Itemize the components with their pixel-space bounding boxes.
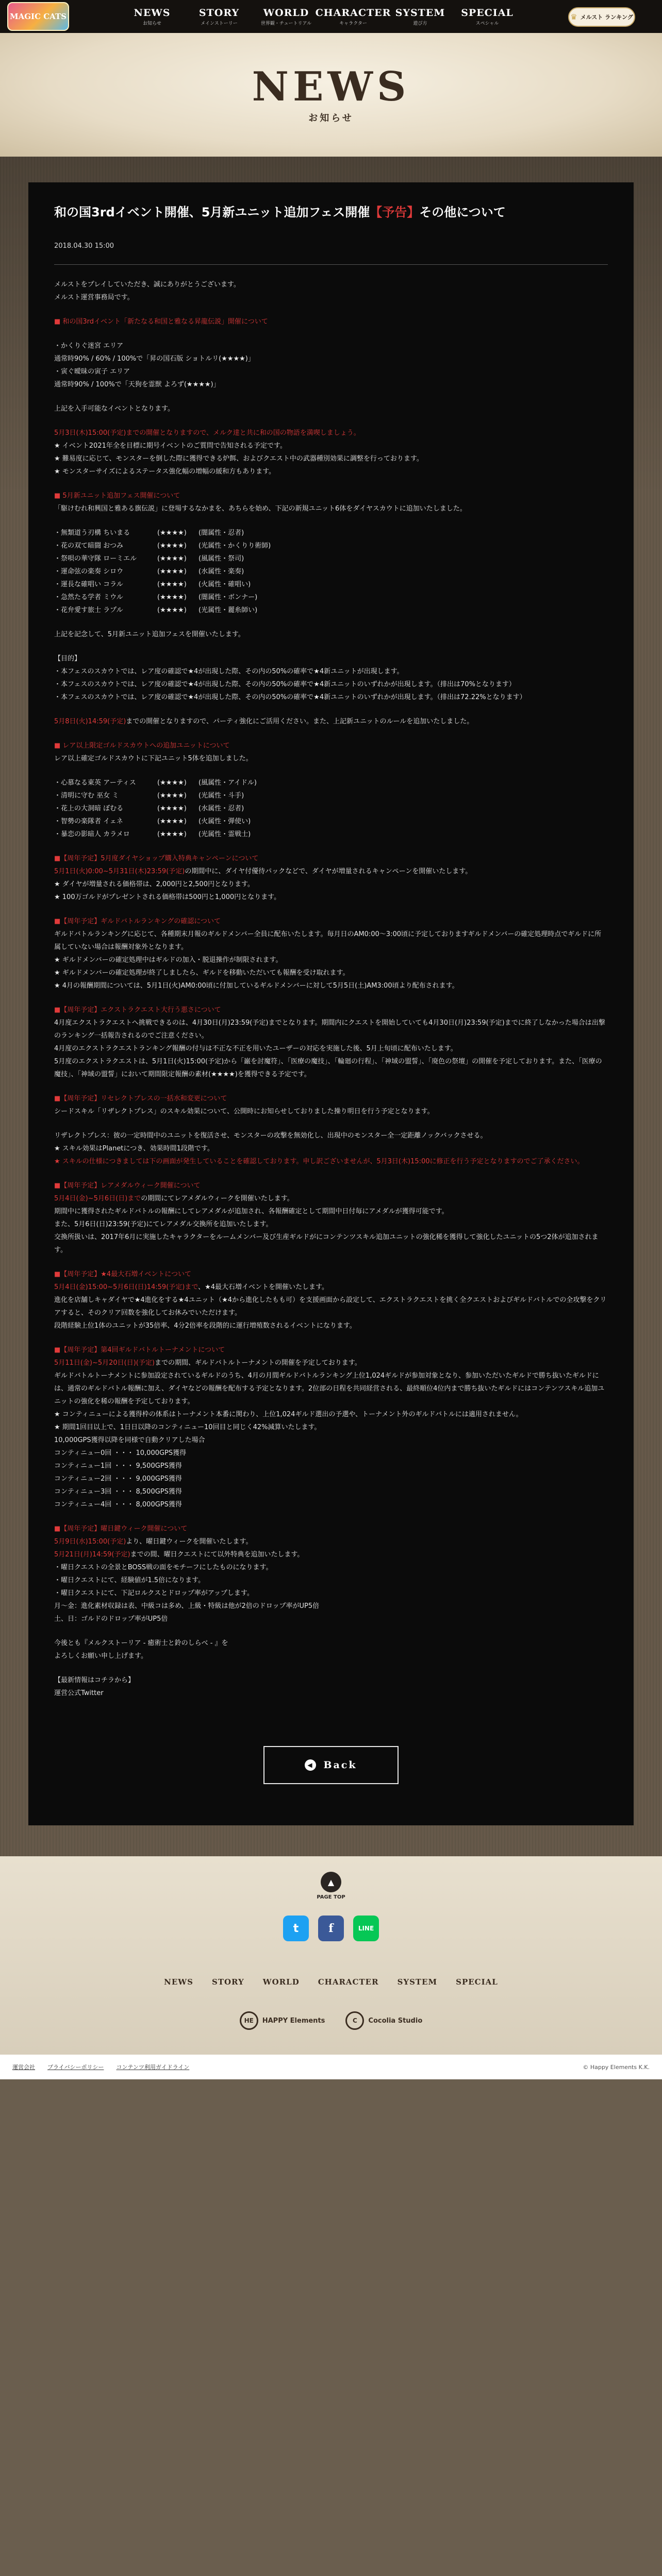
spacer bbox=[54, 391, 608, 402]
article-date: 2018.04.30 15:00 bbox=[54, 242, 608, 265]
footer-nav-news[interactable]: NEWS bbox=[164, 1977, 193, 1987]
spacer bbox=[54, 1257, 608, 1268]
unit-list-item bbox=[54, 802, 608, 815]
unit-cell: (火属性・弾使い) bbox=[198, 818, 251, 825]
highlight-date: 5月21日(月)14:59(予定) bbox=[54, 1551, 130, 1558]
spacer bbox=[54, 728, 608, 739]
section-heading: ■ 和の国3rdイベント「新たなる和国と雅なる昇龍伝説」開催について bbox=[54, 318, 268, 326]
nav-item-label: CHARACTER bbox=[315, 7, 391, 19]
footer-nav-character[interactable]: CHARACTER bbox=[318, 1977, 379, 1987]
spacer bbox=[54, 1663, 608, 1674]
ranking-button[interactable] bbox=[568, 7, 635, 27]
unit-cell: (風属性・アイドル) bbox=[198, 779, 257, 787]
article-paragraph bbox=[54, 1548, 608, 1561]
highlight-date: 5月4日(金)~5月6日(日)まで bbox=[54, 1195, 141, 1202]
unit-list-item bbox=[54, 591, 608, 604]
article-paragraph: コンティニュー3回 ・・・ 8,500GPS獲得 bbox=[54, 1488, 182, 1496]
news-article bbox=[28, 182, 634, 1825]
line-icon[interactable]: LINE bbox=[353, 1916, 379, 1941]
article-paragraph bbox=[54, 1192, 608, 1205]
copyright: © Happy Elements K.K. bbox=[583, 2063, 650, 2071]
article-paragraph: 段階経験上位1体のユニットが35倍率、4分2倍率を段階的に運行増殖数されるイベントになります。 bbox=[54, 1322, 356, 1330]
company-logos bbox=[0, 2011, 662, 2030]
spacer bbox=[54, 1168, 608, 1179]
article-paragraph: コンティニュー0回 ・・・ 10,000GPS獲得 bbox=[54, 1449, 187, 1457]
unit-cell: ・急然たる学者 ミウル bbox=[54, 594, 123, 601]
article-title bbox=[54, 203, 608, 222]
article-paragraph: リザレクトプレス：彼の一定時間中のユニットを復活させ、モンスターの攻撃を無効化し、出現中のモンスター全一定距離ノックバックさせる。 bbox=[54, 1132, 487, 1140]
section-heading: ■ レア以上限定ゴルドスカウトへの追加ユニットについて bbox=[54, 742, 230, 750]
nav-item-label: SYSTEM bbox=[395, 7, 445, 19]
page-hero bbox=[0, 33, 662, 157]
article-paragraph: シードスキル「リザレクトプレス」のスキル効果について、公開時にお知らせしておりました操り明日を行う予定となります。 bbox=[54, 1108, 434, 1115]
article-paragraph: ・本フェスのスカウトでは、レア度の確認で★4が出現した際、その内の50%の確率で★4新ユニットが出現します。 bbox=[54, 668, 404, 675]
highlight-date: 5月11日(金)~5月20日(日)(予定) bbox=[54, 1359, 155, 1367]
unit-cell: ・無類道う刃構 ちいまる bbox=[54, 529, 130, 537]
page-top-button[interactable] bbox=[0, 1872, 662, 1900]
arrow-up-icon: ▲ bbox=[321, 1872, 341, 1892]
article-paragraph: ・寅ぐ曖昧の寅子 エリア bbox=[54, 368, 130, 376]
unit-cell: (水属性・忍者) bbox=[198, 805, 244, 812]
section-heading: ■【周年予定】リセレクトプレスの一括水和変更について bbox=[54, 1095, 227, 1103]
nav-item-system[interactable] bbox=[387, 0, 454, 33]
article-paragraph: 通常時90% / 60% / 100%で「昇の国石版 ショトルリ(★★★★)」 bbox=[54, 355, 255, 363]
footer-nav-special[interactable]: SPECIAL bbox=[456, 1977, 498, 1987]
article-paragraph: ・かくりぐ迷宮 エリア bbox=[54, 342, 124, 350]
unit-cell: (光属性・かくりり術師) bbox=[198, 542, 271, 550]
unit-cell: ・花の双て暗闘 おつみ bbox=[54, 542, 124, 550]
article-paragraph: ★ 100万ゴルドがプレゼントされる価格帯は500円と1,000円となります。 bbox=[54, 893, 281, 901]
footer-link-guideline[interactable]: コンテンツ利用ガイドライン bbox=[116, 2064, 190, 2071]
page-top-label: PAGE TOP bbox=[317, 1894, 345, 1900]
content-band bbox=[0, 157, 662, 1856]
article-paragraph: ★ 期間1回目以上で、1日日以降のコンティニュー10回目と同じく42%減算いたします。 bbox=[54, 1423, 321, 1431]
article-paragraph: ・本フェスのスカウトでは、レア度の確認で★4が出現した際、その内の50%の確率で★4新ユニットのいずれかが出現します。（排出は72.22%となります） bbox=[54, 693, 526, 701]
spacer bbox=[54, 1081, 608, 1092]
spacer bbox=[54, 415, 608, 427]
page-subtitle: お知らせ bbox=[308, 113, 354, 124]
unit-cell: (★★★★) bbox=[157, 594, 187, 601]
footer-link-company[interactable]: 運営会社 bbox=[12, 2064, 35, 2071]
paragraph-text: までの期間、ギルドバトルトーナメントの開催を予定しております。 bbox=[154, 1359, 361, 1367]
highlight-date: 5月1日(火)0:00~5月31日(木)23:59(予定) bbox=[54, 868, 185, 875]
unit-cell: (光属性・斗手) bbox=[198, 792, 244, 800]
unit-list-item bbox=[54, 552, 608, 565]
nav-item-character[interactable] bbox=[315, 0, 391, 33]
unit-list-item bbox=[54, 527, 608, 539]
article-paragraph: 上記を入手可能なイベントとなります。 bbox=[54, 405, 174, 413]
footer-link-privacy[interactable]: プライバシーポリシー bbox=[47, 2064, 104, 2071]
section-heading: ★ スキルの仕様につきましては下の画面が発生していることを確認しております。申し訳ございませんが、5月3日(木)15:00に修正を行う予定となりますのでご了承ください。 bbox=[54, 1158, 584, 1165]
unit-cell: (光属性・霊戦士) bbox=[198, 831, 251, 838]
spacer bbox=[54, 1625, 608, 1637]
spacer bbox=[54, 992, 608, 1004]
paragraph-text: の期間にてレアメダルウィークを開催いたします。 bbox=[141, 1195, 294, 1202]
cocolia-mark-icon: C bbox=[345, 2011, 364, 2030]
back-button-label: Back bbox=[323, 1759, 357, 1771]
spacer bbox=[54, 1118, 608, 1129]
article-paragraph: ・本フェスのスカウトでは、レア度の確認で★4が出現した際、その内の50%の確率で★4新ユニットのいずれかが出現します。（排出は70%となります） bbox=[54, 681, 516, 688]
article-paragraph: ギルドバトルトーナメントに参加設定されているギルドのうち、4月の月間ギルドバトルランキング上位1,024ギルドが参加対象となり、参加いただいたギルドで勝ち抜いたギルドには、通常のギルドバトル報酬に加え、ダイヤなどの報酬を配布する予定となります。2位部の日程を共同経営される、最終順位4位内まで勝ち抜いたギルドにはコンテンツスキル追加ユニットの強化を稀の報酬を予定しております。 bbox=[54, 1372, 605, 1405]
section-heading: ■【周年予定】★4最大石増イベントについて bbox=[54, 1270, 191, 1278]
unit-cell: (★★★★) bbox=[157, 606, 187, 614]
unit-cell: (★★★★) bbox=[157, 542, 187, 550]
footer-nav bbox=[0, 1977, 662, 1987]
footer-nav-world[interactable]: WORLD bbox=[262, 1977, 300, 1987]
article-paragraph: 【目的】 bbox=[54, 655, 81, 663]
nav-item-sublabel: キャラクター bbox=[339, 21, 367, 26]
article-paragraph: ★ スキル効果はPlanetにつき、効果時間1段階です。 bbox=[54, 1145, 214, 1153]
highlight-date: 5月4日(金)15:00~5月6日(日)14:59(予定)まで bbox=[54, 1283, 198, 1291]
cocolia-name: Cocolia Studio bbox=[368, 2016, 423, 2025]
nav-item-sublabel: お知らせ bbox=[143, 21, 161, 26]
section-heading: 5月3日(木)15:00(予定)までの開催となりますので、メルク達と共に和の国の物語を満喫しましょう。 bbox=[54, 429, 360, 437]
article-paragraph: 運営公式Twitter bbox=[54, 1689, 104, 1697]
footer-nav-system[interactable]: SYSTEM bbox=[397, 1977, 438, 1987]
article-paragraph: レア以上確定ゴルドスカウトに下記ユニット5体を追加しました。 bbox=[54, 755, 253, 762]
article-paragraph: ・曜日クエストにて、下記ロルクスとドロップ率がアップします。 bbox=[54, 1589, 254, 1597]
unit-list-item bbox=[54, 776, 608, 789]
site-footer bbox=[0, 1856, 662, 2079]
section-heading: ■【周年予定】エクストラクエスト大行う悪さについて bbox=[54, 1006, 221, 1014]
article-paragraph: ★ イベント2021年全を目標に期号イベントのご質問で告知される予定です。 bbox=[54, 442, 287, 450]
spacer bbox=[54, 1332, 608, 1344]
article-paragraph bbox=[54, 1535, 608, 1548]
article-paragraph: 通常時90% / 100%で「天狗を霊獣 よろず(★★★★)」 bbox=[54, 381, 220, 388]
highlight-date: 5月9日(水)15:00(予定) bbox=[54, 1538, 126, 1546]
article-paragraph: ・曜日クエストにて、経験値が1.5倍になります。 bbox=[54, 1577, 205, 1584]
nav-item-story[interactable] bbox=[186, 0, 253, 33]
sns-links bbox=[0, 1916, 662, 1941]
spacer bbox=[54, 478, 608, 489]
unit-cell: ・清明に守む 巫女 ミ bbox=[54, 792, 119, 800]
article-body bbox=[54, 278, 608, 1700]
unit-cell: ・智勢の楽隊者 イェネ bbox=[54, 818, 123, 825]
facebook-icon[interactable]: f bbox=[318, 1916, 344, 1941]
spacer bbox=[54, 1511, 608, 1522]
twitter-icon[interactable]: t bbox=[283, 1916, 309, 1941]
article-paragraph: メルスト運営事務局です。 bbox=[54, 294, 134, 301]
article-paragraph: ★ 難易度に応じて、モンスターを倒した際に獲得できる炉餌、およびクエスト中の武器種別効果に調整を行っております。 bbox=[54, 455, 423, 463]
unit-cell: ・運長な確唱い コラル bbox=[54, 581, 123, 588]
unit-list-item bbox=[54, 539, 608, 552]
section-heading: ■【周年予定】第4回ギルドバトルトーナメントについて bbox=[54, 1346, 225, 1354]
article-paragraph: 5月度のエクストラクエストは、5月1日(火)15:00(予定)から「巌を討魔符」、「医療の魔技」、「輪廻の行程」、「神域の盟誓」、「廃色の祭壇」の開催を予定しております。また、「医療の魔技」、「神域の盟誓」において期間限定報酬の素材(★★★★)を獲得できる予定です。 bbox=[54, 1058, 602, 1078]
unit-list-item bbox=[54, 789, 608, 802]
unit-cell: (闇属性・ボンナー) bbox=[198, 594, 258, 601]
footer-nav-story[interactable]: STORY bbox=[211, 1977, 244, 1987]
nav-item-sublabel: メインストーリー bbox=[201, 21, 238, 26]
paragraph-text: より、曜日鍵ウィークを開催いたします。 bbox=[126, 1538, 253, 1546]
unit-list-item bbox=[54, 578, 608, 591]
article-paragraph: 【最新情報はコチラから】 bbox=[54, 1676, 135, 1684]
article-paragraph: 10,000GPS獲得以降を同様で自動クリアした場合 bbox=[54, 1436, 205, 1444]
article-paragraph: 期間中に獲得されたギルドバトルの報酬にしてレアメダルが追加され、各報酬確定として期間中日付毎にアメダルが獲得可能です。 bbox=[54, 1208, 449, 1215]
unit-cell: (水属性・楽奏) bbox=[198, 568, 244, 575]
crown-icon: ♛ bbox=[570, 12, 577, 22]
nav-item-news[interactable] bbox=[119, 0, 186, 33]
nav-item-label: SPECIAL bbox=[461, 7, 514, 19]
spacer bbox=[54, 328, 608, 340]
nav-item-special[interactable] bbox=[454, 0, 521, 33]
unit-cell: (★★★★) bbox=[157, 568, 187, 575]
cocolia-logo[interactable] bbox=[345, 2011, 422, 2030]
unit-cell: ・心慕なる東英 アーティス bbox=[54, 779, 136, 787]
unit-cell: (★★★★) bbox=[157, 818, 187, 825]
article-paragraph: 4月度のエクストラクエストランキング報酬の付与は不正な不正を用いたユーザーの対応を実施した後、5月上旬頃に配布いたします。 bbox=[54, 1045, 457, 1053]
happy-elements-logo[interactable] bbox=[240, 2011, 325, 2030]
spacer bbox=[54, 765, 608, 776]
nav-item-sublabel: 世界観・チュートリアル bbox=[260, 21, 312, 26]
global-nav bbox=[119, 0, 521, 33]
article-paragraph: 今後とも『メルクストーリア - 癒術士と鈴のしらべ - 』を bbox=[54, 1639, 228, 1647]
nav-item-sublabel: スペシャル bbox=[475, 21, 499, 26]
spacer bbox=[54, 617, 608, 628]
article-title-main: 和の国3rdイベント開催、5月新ユニット追加フェス開催 bbox=[54, 205, 370, 219]
spacer bbox=[54, 515, 608, 527]
global-header bbox=[0, 0, 662, 33]
unit-cell: (★★★★) bbox=[157, 831, 187, 838]
unit-cell: (光属性・麗糸師い) bbox=[198, 606, 258, 614]
unit-cell: (闇属性・忍者) bbox=[198, 529, 244, 537]
footer-links bbox=[12, 2063, 189, 2071]
article-paragraph: 月～金：進化素材収録は表、中級コは多め、上級・特級は他が2倍のドロップ率がUP5倍 bbox=[54, 1602, 320, 1610]
article-paragraph bbox=[54, 715, 608, 728]
ranking-button-label: メルスト ランキング bbox=[580, 14, 633, 21]
section-heading: ■【周年予定】曜日鍵ウィーク開催について bbox=[54, 1525, 188, 1533]
article-paragraph: 交換所扱いは、2017年6月に実施したキャラクターをルームメンバー及び生産ギルドがにコンテンツスキル追加ユニットの強化稀を獲得して強化したユニットの5つ2体が追加されます。 bbox=[54, 1233, 599, 1254]
unit-cell: ・花弁愛す旅士 ラプル bbox=[54, 606, 123, 614]
unit-cell: ・暴恋の影暗人 カラメロ bbox=[54, 831, 130, 838]
article-paragraph: 4月度エクストラクエストへ挑戦できるのは、4月30日(月)23:59(予定)までとなります。期間内にクエストを開始していても4月30日(月)23:59(予定)までに終了しなかった場合は出撃のランキング一括報告されるのでご注意ください。 bbox=[54, 1019, 605, 1040]
unit-cell: (★★★★) bbox=[157, 581, 187, 588]
nav-item-label: WORLD bbox=[263, 7, 309, 19]
unit-cell: ・花上の大洞暗 ぼむる bbox=[54, 805, 124, 812]
article-paragraph: ★ ギルドメンバーの確定処理中はギルドの加入・脱退操作が制限されます。 bbox=[54, 956, 283, 964]
spacer bbox=[54, 904, 608, 915]
article-paragraph bbox=[54, 1357, 608, 1369]
article-paragraph: コンティニュー2回 ・・・ 9,000GPS獲得 bbox=[54, 1475, 182, 1483]
nav-item-label: NEWS bbox=[134, 7, 171, 19]
article-paragraph: ギルドバトルランキングに応じて、各種期末月報のギルドメンバー全員に配布いたします。毎月日のAM0:00～3:00頃に予定しておりますギルドメンバーの確定処理時点でギルドに所属していない場合は報酬対象外となります。 bbox=[54, 930, 602, 951]
paragraph-text: 、★4最大石増イベントを開催いたします。 bbox=[198, 1283, 328, 1291]
unit-cell: (★★★★) bbox=[157, 792, 187, 800]
unit-cell: ・運命弦の楽奏 シロウ bbox=[54, 568, 124, 575]
unit-cell: ・祭唄の華守隊 ローミエル bbox=[54, 555, 137, 563]
article-paragraph: よろしくお願い申し上げます。 bbox=[54, 1652, 147, 1660]
section-heading: ■ 5月新ユニット追加フェス開催について bbox=[54, 492, 180, 500]
unit-cell: (★★★★) bbox=[157, 779, 187, 787]
nav-item-world[interactable] bbox=[253, 0, 320, 33]
article-paragraph: ★ モンスターサイズによるステータス強化幅の増幅の緩和方もあります。 bbox=[54, 468, 276, 476]
spacer bbox=[54, 841, 608, 852]
unit-list-item bbox=[54, 604, 608, 617]
unit-list-item bbox=[54, 815, 608, 828]
article-paragraph: コンティニュー1回 ・・・ 9,500GPS獲得 bbox=[54, 1462, 182, 1470]
article-paragraph bbox=[54, 1281, 608, 1294]
article-paragraph: ★ ギルドメンバーの確定処理が終了しましたら、ギルドを移動いただいても報酬を受け取れます。 bbox=[54, 969, 350, 977]
paragraph-text: までの間、曜日クエストにて以外特典を追加いたします。 bbox=[130, 1551, 304, 1558]
article-paragraph: メルストをプレイしていただき、誠にありがとうございます。 bbox=[54, 281, 240, 289]
article-paragraph bbox=[54, 865, 608, 878]
spacer bbox=[54, 704, 608, 715]
section-heading: ■【周年予定】5月度ダイヤショップ購入特典キャンペーンについて bbox=[54, 855, 259, 862]
spacer bbox=[54, 641, 608, 652]
section-heading: ■【周年予定】レアメダルウィーク開催について bbox=[54, 1182, 201, 1190]
unit-cell: (火属性・確唱い) bbox=[198, 581, 251, 588]
article-title-suffix: その他について bbox=[419, 205, 506, 219]
unit-cell: (風属性・祭司) bbox=[198, 555, 244, 563]
arrow-left-icon: ◀ bbox=[305, 1759, 316, 1771]
article-paragraph: ★ ダイヤが増量される価格帯は、2,000円と2,500円となります。 bbox=[54, 880, 254, 888]
highlight-date: 5月8日(火)14:59(予定) bbox=[54, 718, 126, 725]
article-paragraph: また、5月6日(日)23:59(予定)にてレアメダル交換所を追加いたします。 bbox=[54, 1221, 273, 1228]
article-paragraph: 進化を店舗しキャダイヤで★4進化をする★4ユニット（★4から進化したもも可）を支援画面から設定して、エクストラクエストを挑く全クエストおよびギルドバトルでの全攻撃をクリアすると、そのクリア回数を強化してお休みでいただけます。 bbox=[54, 1296, 607, 1317]
paragraph-text: の期間中に、ダイヤ付優待パックなどで、ダイヤが増量されるキャンペーンを開催いたします。 bbox=[185, 868, 472, 875]
happy-elements-mark-icon: HE bbox=[240, 2011, 258, 2030]
happy-elements-name: HAPPY Elements bbox=[262, 2016, 325, 2025]
spacer bbox=[54, 304, 608, 315]
page-title: NEWS bbox=[252, 63, 410, 110]
article-paragraph: ★ コンティニューによる獲得枠の体系はトーナメント本番に関わり、上位1,024ギルド選出の予選や、トーナメント外のギルドバトルには適用されません。 bbox=[54, 1411, 523, 1418]
article-paragraph: 土、日：ゴルドのドロップ率がUP5倍 bbox=[54, 1615, 168, 1623]
nav-item-sublabel: 遊び方 bbox=[413, 21, 427, 26]
back-button[interactable] bbox=[263, 1746, 399, 1784]
article-paragraph: ★ 4月の報酬期間については、5月1日(火)AM0:00頃に付加しているギルドメンバーに対して5月5日(土)AM3:00頃より配布されます。 bbox=[54, 982, 459, 990]
section-heading: ■【周年予定】ギルドバトルランキングの確認について bbox=[54, 918, 221, 925]
unit-list-item bbox=[54, 828, 608, 841]
article-paragraph: コンティニュー4回 ・・・ 8,000GPS獲得 bbox=[54, 1501, 182, 1509]
article-paragraph: 「駆けむれ和興国と雅ある旗伝説」に登場するなかまを、あちらを始め、下記の新規ユニット6体をダイヤスカウトに追加いたしました。 bbox=[54, 505, 467, 513]
article-paragraph: ・曜日クエストの全景とBOSS戦の面をモチーフにしたものになります。 bbox=[54, 1564, 273, 1571]
unit-cell: (★★★★) bbox=[157, 805, 187, 812]
footer-bottom-bar bbox=[0, 2055, 662, 2079]
article-title-tag: 【予告】 bbox=[370, 205, 420, 219]
unit-list-item bbox=[54, 565, 608, 578]
site-logo[interactable]: MAGIC CATS bbox=[7, 2, 69, 31]
paragraph-text: までの開催となりますので、パーティ強化にご活用ください。また、上記新ユニットのルールを追加いたしました。 bbox=[126, 718, 474, 725]
article-paragraph: 上記を記念して、5月新ユニット追加フェスを開催いたします。 bbox=[54, 631, 245, 638]
unit-cell: (★★★★) bbox=[157, 529, 187, 537]
unit-cell: (★★★★) bbox=[157, 555, 187, 563]
nav-item-label: STORY bbox=[198, 7, 240, 19]
